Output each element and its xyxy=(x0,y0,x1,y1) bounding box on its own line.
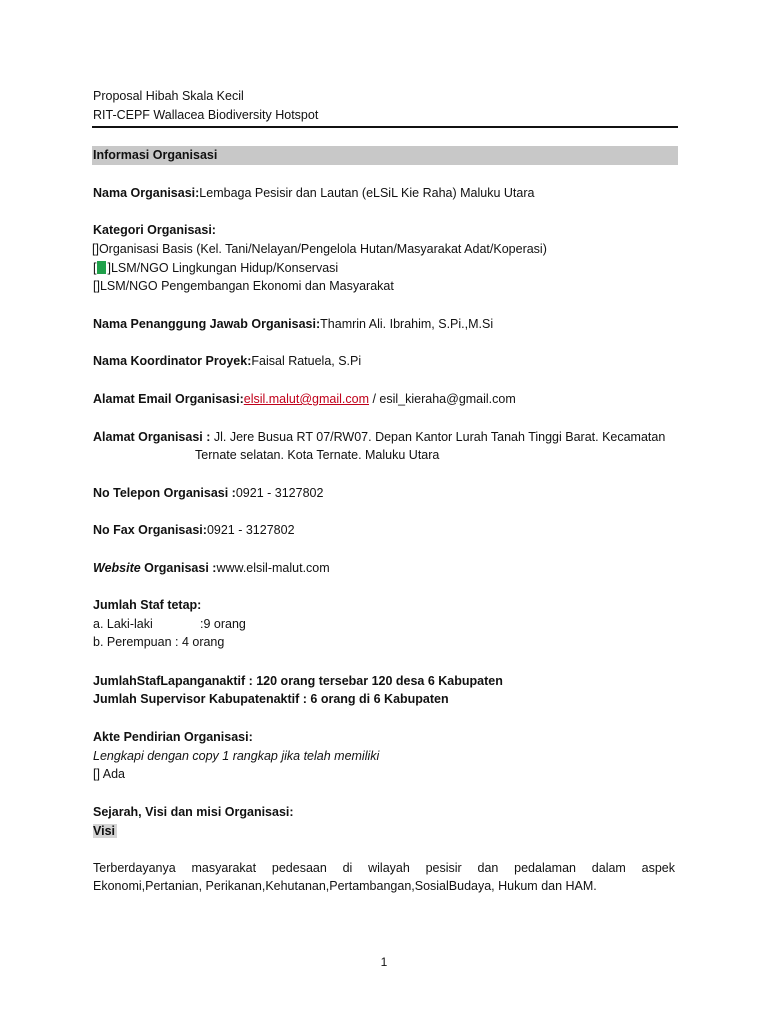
kategori-option-2 xyxy=(93,260,338,276)
telepon-value: 0921 - 3127802 xyxy=(235,486,324,500)
section-bar xyxy=(92,146,678,165)
header-line-2: RIT-CEPF Wallacea Biodiversity Hotspot xyxy=(93,108,319,122)
nama-organisasi-label: Nama Organisasi: xyxy=(93,186,200,200)
telepon-organisasi xyxy=(93,485,323,501)
supervisor-value: aktif : 6 orang di 6 Kabupaten xyxy=(273,692,449,706)
staf-lapangan-value: aktif : 120 orang tersebar 120 desa 6 Kabupaten xyxy=(219,674,503,688)
fax-value: 0921 - 3127802 xyxy=(206,523,295,537)
jumlah-staf-label: Jumlah Staf tetap: xyxy=(93,598,202,612)
checked-checkbox-icon xyxy=(97,261,106,274)
laki-laki-label: a. Laki-laki xyxy=(93,617,153,631)
kategori-option-2-text: LSM/NGO Lingkungan Hidup/Konservasi xyxy=(110,261,339,275)
staf-perempuan: b. Perempuan : 4 orang xyxy=(93,635,225,649)
koordinator-value: Faisal Ratuela, S.Pi xyxy=(251,354,362,368)
website-label: Organisasi : xyxy=(140,561,217,575)
laki-laki-value: :9 orang xyxy=(200,617,246,631)
staf-lapangan-label: JumlahStafLapangan xyxy=(93,674,220,688)
fax-organisasi xyxy=(93,522,295,538)
website-organisasi xyxy=(93,560,330,576)
penanggung-jawab-value: Thamrin Ali. Ibrahim, S.Pi.,M.Si xyxy=(320,317,494,331)
staf-laki-laki xyxy=(93,616,246,632)
header-divider xyxy=(92,126,678,128)
nama-organisasi-value: Lembaga Pesisir dan Lautan (eLSiL Kie Raha) Maluku Utara xyxy=(199,186,535,200)
page-number: 1 xyxy=(380,955,388,969)
kategori-option-3: []LSM/NGO Pengembangan Ekonomi dan Masyarakat xyxy=(93,279,394,293)
website-label-italic: Website xyxy=(93,561,141,575)
sejarah-label: Sejarah, Visi dan misi Organisasi: xyxy=(93,805,294,819)
supervisor-kabupaten xyxy=(93,691,449,707)
section-title: Informasi Organisasi xyxy=(93,148,218,162)
koordinator-proyek xyxy=(93,353,361,369)
akte-option: [] Ada xyxy=(93,767,125,781)
penanggung-jawab-label: Nama Penanggung Jawab Organisasi: xyxy=(93,317,321,331)
kategori-label: Kategori Organisasi: xyxy=(93,223,216,237)
visi-heading xyxy=(93,823,117,839)
supervisor-label: Jumlah Supervisor Kabupaten xyxy=(93,692,274,706)
email-secondary: / esil_kieraha@gmail.com xyxy=(369,392,516,406)
fax-label: No Fax Organisasi: xyxy=(93,523,207,537)
alamat-line-1: Jl. Jere Busua RT 07/RW07. Depan Kantor Lurah Tanah Tinggi Barat. Kecamatan xyxy=(213,430,666,444)
header-line-1: Proposal Hibah Skala Kecil xyxy=(93,89,244,103)
koordinator-label: Nama Koordinator Proyek: xyxy=(93,354,252,368)
penanggung-jawab xyxy=(93,316,493,332)
akte-label: Akte Pendirian Organisasi: xyxy=(93,730,253,744)
staf-lapangan xyxy=(93,673,503,689)
alamat-line-2: Ternate selatan. Kota Ternate. Maluku Utara xyxy=(195,448,440,462)
email-organisasi xyxy=(93,391,516,407)
email-label: Alamat Email Organisasi: xyxy=(93,392,244,406)
akte-note: Lengkapi dengan copy 1 rangkap jika telah memiliki xyxy=(93,749,380,763)
kategori-option-1: []Organisasi Basis (Kel. Tani/Nelayan/Pengelola Hutan/Masyarakat Adat/Koperasi) xyxy=(92,242,547,256)
visi-paragraph: Terberdayanya masyarakat pedesaan di wilayah pesisir dan pedalaman dalam aspek Ekonomi,Pertanian, Perikanan,Kehutanan,Pertambangan,SosialBudaya, Hukum dan HAM. xyxy=(93,861,675,893)
checkbox-open-bracket: [ xyxy=(93,261,97,275)
visi-highlight: Visi xyxy=(93,824,116,838)
telepon-label: No Telepon Organisasi : xyxy=(93,486,236,500)
checkbox-close-bracket: ] xyxy=(107,261,111,275)
email-link[interactable]: elsil.malut@gmail.com xyxy=(243,392,369,406)
alamat-organisasi xyxy=(93,429,665,445)
nama-organisasi xyxy=(93,185,534,201)
alamat-label: Alamat Organisasi : xyxy=(93,430,214,444)
website-value: www.elsil-malut.com xyxy=(216,561,330,575)
